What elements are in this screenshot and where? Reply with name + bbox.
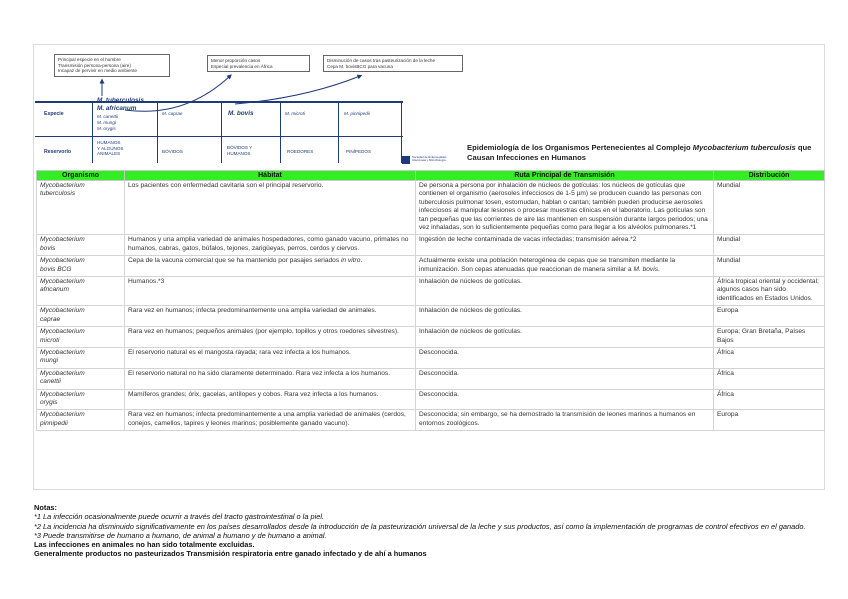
- org-line: caprae: [40, 315, 61, 323]
- cell-route: Desconocida; sin embargo, se ha demostrado la transmisión de leones marinos a humanos en entornos zoológicos.: [416, 410, 714, 431]
- habitat-italic: in vitro: [340, 257, 361, 265]
- org-line: canettii: [40, 378, 61, 386]
- notes-section: [34, 503, 824, 559]
- cell-distribution: Europa: [714, 410, 825, 431]
- cell-habitat: Mamíferos grandes; órix, gacelas, antílopes y cobos. Rara vez infecta a los humanos.: [125, 389, 416, 410]
- reservoir-line: Y ALGUNOS: [97, 145, 124, 151]
- reservoir-humanos: [97, 140, 123, 157]
- table-row: [37, 181, 825, 235]
- note-line: Cepa M. bovisBCG para vacuna: [327, 63, 393, 69]
- row-label-reservorio: Reservorio: [44, 149, 72, 155]
- cell-distribution: África tropical oriental y occidental; algunos casos han sido identificados en Estados Unidos.: [714, 277, 825, 306]
- note-bold-2: Generalmente productos no pasteurizados Transmisión respiratoria entre ganado infectado y de ahí a humanos: [34, 549, 427, 559]
- cell-distribution: África: [714, 389, 825, 410]
- species-caprae: M. caprae: [162, 111, 183, 116]
- reservoir-roedores: ROEDORES: [287, 149, 314, 154]
- note-1: *1 La infección ocasionalmente puede ocurrir a través del tracto gastrointestinal o la piel.: [34, 512, 325, 522]
- org-line: Mycobacterium: [40, 411, 85, 419]
- species-mungi: M. mungi: [97, 120, 116, 125]
- route-text: .: [658, 265, 660, 273]
- route-text: Actualmente existe una población heterogénea de cepas que se transmiten mediante la inmunización. Son cepas atenuadas que reaccionan de manera similar a: [419, 257, 676, 273]
- route-italic: M. bovis: [633, 265, 658, 273]
- row-label-especie: Especie: [44, 111, 64, 117]
- cell-organism: [37, 306, 125, 327]
- table-row: [37, 389, 825, 410]
- note-line: Menor proporción casos: [211, 58, 261, 63]
- habitat-text: Cepa de la vacuna comercial que se ha mantenido por pasajes seriados: [128, 257, 341, 265]
- mtbc-diagram: [35, 48, 465, 168]
- logo-text: [412, 156, 447, 162]
- header-distribucion: Distribución: [714, 171, 825, 181]
- org-line: Mycobacterium: [40, 236, 85, 244]
- title-prefix: Epidemiología de los Organismos Pertenecientes al Complejo: [467, 143, 693, 152]
- cell-distribution: Europa: [714, 306, 825, 327]
- cell-distribution: Europa; Gran Bretaña, Países Bajos: [714, 327, 825, 348]
- cell-organism: [37, 347, 125, 368]
- title-suffix: que Causan Infecciones en Humanos: [467, 143, 812, 162]
- habitat-text: .: [360, 257, 363, 265]
- table-row: [37, 277, 825, 306]
- cell-organism: [37, 235, 125, 256]
- note-line: Disminución de casos tras pasteurización de la leche: [327, 58, 436, 63]
- cell-distribution: Mundial: [714, 256, 825, 277]
- col-divider: [280, 101, 281, 163]
- cell-habitat: [125, 256, 416, 277]
- org-line: africanum: [40, 286, 69, 294]
- org-line: tuberculosis: [40, 190, 76, 198]
- reservoir-bovidos: BÓVIDOS: [162, 149, 183, 154]
- cell-route: Inhalación de núcleos de gotículas.: [416, 306, 714, 327]
- org-line: Mycobacterium: [40, 369, 85, 377]
- reservoir-line: HUMANOS: [227, 150, 251, 156]
- table-row: [37, 306, 825, 327]
- cell-distribution: África: [714, 347, 825, 368]
- cell-habitat: El reservorio natural no ha sido claramente determinado. Rara vez infecta a los humanos.: [125, 368, 416, 389]
- col-divider: [338, 101, 339, 163]
- species-orygis: M. orygis: [97, 126, 116, 131]
- cell-habitat: Los pacientes con enfermedad cavitaria son el principal reservorio.: [125, 181, 416, 235]
- species-canettii: M. canettii: [97, 114, 118, 119]
- species-microti: M. microti: [285, 111, 305, 116]
- logo-line: Sociedad de Enfermedades: [412, 155, 447, 159]
- cell-habitat: Rara vez en humanos; infecta predominantemente a una amplia variedad de animales (cerdos, conejos, camellos, tapires y leones marinos; posiblemente ganado vacuno).: [125, 410, 416, 431]
- cell-habitat: Rara vez en humanos; pequeños animales (por ejemplo, topillos y otros roedores silvestres).: [125, 327, 416, 348]
- note-line: Incapaz de pervivir en medio ambiente: [58, 68, 137, 74]
- cell-habitat: Humanos y una amplia variedad de animales hospedadores, como ganado vacuno, primates no humanos, cabras, gatos, búfalos, tejones, zarigüeyas, perros, cerdos y ciervos.: [125, 235, 416, 256]
- reservoir-line: HUMANOS: [97, 140, 121, 145]
- header-habitat: Hábitat: [125, 171, 416, 181]
- org-line: bovis BCG: [40, 265, 72, 273]
- cell-distribution: Mundial: [714, 181, 825, 235]
- org-line: Mycobacterium: [40, 257, 85, 265]
- org-line: Mycobacterium: [40, 390, 85, 398]
- cell-route: Ingestión de leche contaminada de vacas infectadas; transmisión aérea.*2: [416, 235, 714, 256]
- cell-route: Desconocida.: [416, 389, 714, 410]
- logo-mark-icon: [402, 156, 410, 164]
- cell-route: Desconocida.: [416, 368, 714, 389]
- org-line: Mycobacterium: [40, 328, 85, 336]
- table-row: [37, 410, 825, 431]
- header-ruta: Ruta Principal de Transmisión: [416, 171, 714, 181]
- org-line: microti: [40, 336, 60, 344]
- species-tuberculosis: M. tuberculosis: [97, 97, 144, 104]
- table-row: [37, 256, 825, 277]
- table-row: [37, 327, 825, 348]
- org-line: Mycobacterium: [40, 348, 85, 356]
- cell-organism: [37, 181, 125, 235]
- cell-organism: [37, 277, 125, 306]
- org-line: bovis: [40, 244, 56, 252]
- cell-distribution: Mundial: [714, 235, 825, 256]
- cell-route: Inhalación de núcleos de gotículas.: [416, 277, 714, 306]
- species-africanum: M. africanum: [97, 105, 137, 112]
- divider-mid: [35, 136, 403, 137]
- header-organismo: Organismo: [37, 171, 125, 181]
- table-header-row: [37, 171, 825, 181]
- note-line: Especial prevalencia en África: [211, 63, 273, 69]
- notes-heading: Notas:: [34, 503, 57, 512]
- note-line: Transmisión persona-persona (aire): [58, 62, 131, 68]
- org-line: pinnipedii: [40, 419, 68, 427]
- cell-organism: [37, 368, 125, 389]
- col-divider: [221, 101, 222, 163]
- org-line: Mycobacterium: [40, 307, 85, 315]
- col-divider: [92, 101, 93, 163]
- species-pinnipedii: M. pinnipedii: [344, 111, 370, 116]
- cell-organism: [37, 256, 125, 277]
- cell-habitat: Rara vez en humanos; infecta predominantemente una amplia variedad de animales.: [125, 306, 416, 327]
- org-line: Mycobacterium: [40, 278, 85, 286]
- reservoir-line: BÓVIDOS Y: [227, 145, 253, 150]
- note-bold-1: Las infecciones en animales no han sido totalmente excluidas.: [34, 540, 255, 550]
- cell-route: [416, 256, 714, 277]
- org-line: mungi: [40, 357, 58, 365]
- org-line: orygis: [40, 398, 58, 406]
- logo-line: Infecciosas y Microbiología: [412, 158, 446, 163]
- cell-organism: [37, 410, 125, 431]
- note-2: *2 La incidencia ha disminuido significativamente en los países desarrollados desde la introducción de la pasteurización universal de la leche y sus productos, así como la implementación de programas de control efectivos en el ganado.: [34, 521, 806, 531]
- col-divider: [157, 101, 158, 163]
- org-line: Mycobacterium: [40, 182, 85, 189]
- table-row: [37, 368, 825, 389]
- reservoir-pinipedos: PINÍPEDOS: [346, 149, 372, 154]
- cell-route: Inhalación de núcleos de gotículas.: [416, 327, 714, 348]
- cell-organism: [37, 327, 125, 348]
- page-title: [467, 143, 823, 163]
- cell-habitat: El reservorio natural es el mangosta rayada; rara vez infecta a los humanos.: [125, 347, 416, 368]
- reservoir-line: ANIMALES: [97, 151, 121, 157]
- cell-distribution: África: [714, 368, 825, 389]
- note-3: *3 Puede transmitirse de humano a humano, de animal a humano y de humano a animal.: [34, 530, 327, 540]
- species-bovis: M. bovis: [228, 110, 254, 117]
- cell-route: De persona a persona por inhalación de núcleos de gotículas: los núcleos de gotículas que contienen el organismo (aerosoles infecciosos de 1-5 µm) se producen cuando las personas con tuberculosis pulmonar tosen, estornudan, hablan o cantan; también pueden producirse aerosoles infecciosos al manipular lesiones o procesar muestras clínicas en el laboratorio. Las gotículas son tan pequeñas que las corrientes de aire las mantienen en suspensión durante largos periodos; una vez inhaladas, son lo suficientemente pequeñas como para llegar a los alvéolos pulmonares.*1: [416, 181, 714, 235]
- title-italic: Mycobacterium tuberculosis: [692, 143, 796, 152]
- table-row: [37, 235, 825, 256]
- reservoir-bovidos-humanos: [227, 145, 252, 156]
- cell-habitat: Humanos.*3: [125, 277, 416, 306]
- epidemiology-table: [36, 170, 825, 431]
- col-divider: [401, 101, 402, 163]
- cell-route: Desconocida.: [416, 347, 714, 368]
- note-line: Principal especie en el hombre: [58, 57, 121, 62]
- arrow-bovis: [235, 76, 360, 104]
- arrow-africanum: [125, 76, 230, 111]
- table-row: [37, 347, 825, 368]
- divider-top: [35, 101, 403, 103]
- society-logo: [402, 156, 452, 165]
- cell-organism: [37, 389, 125, 410]
